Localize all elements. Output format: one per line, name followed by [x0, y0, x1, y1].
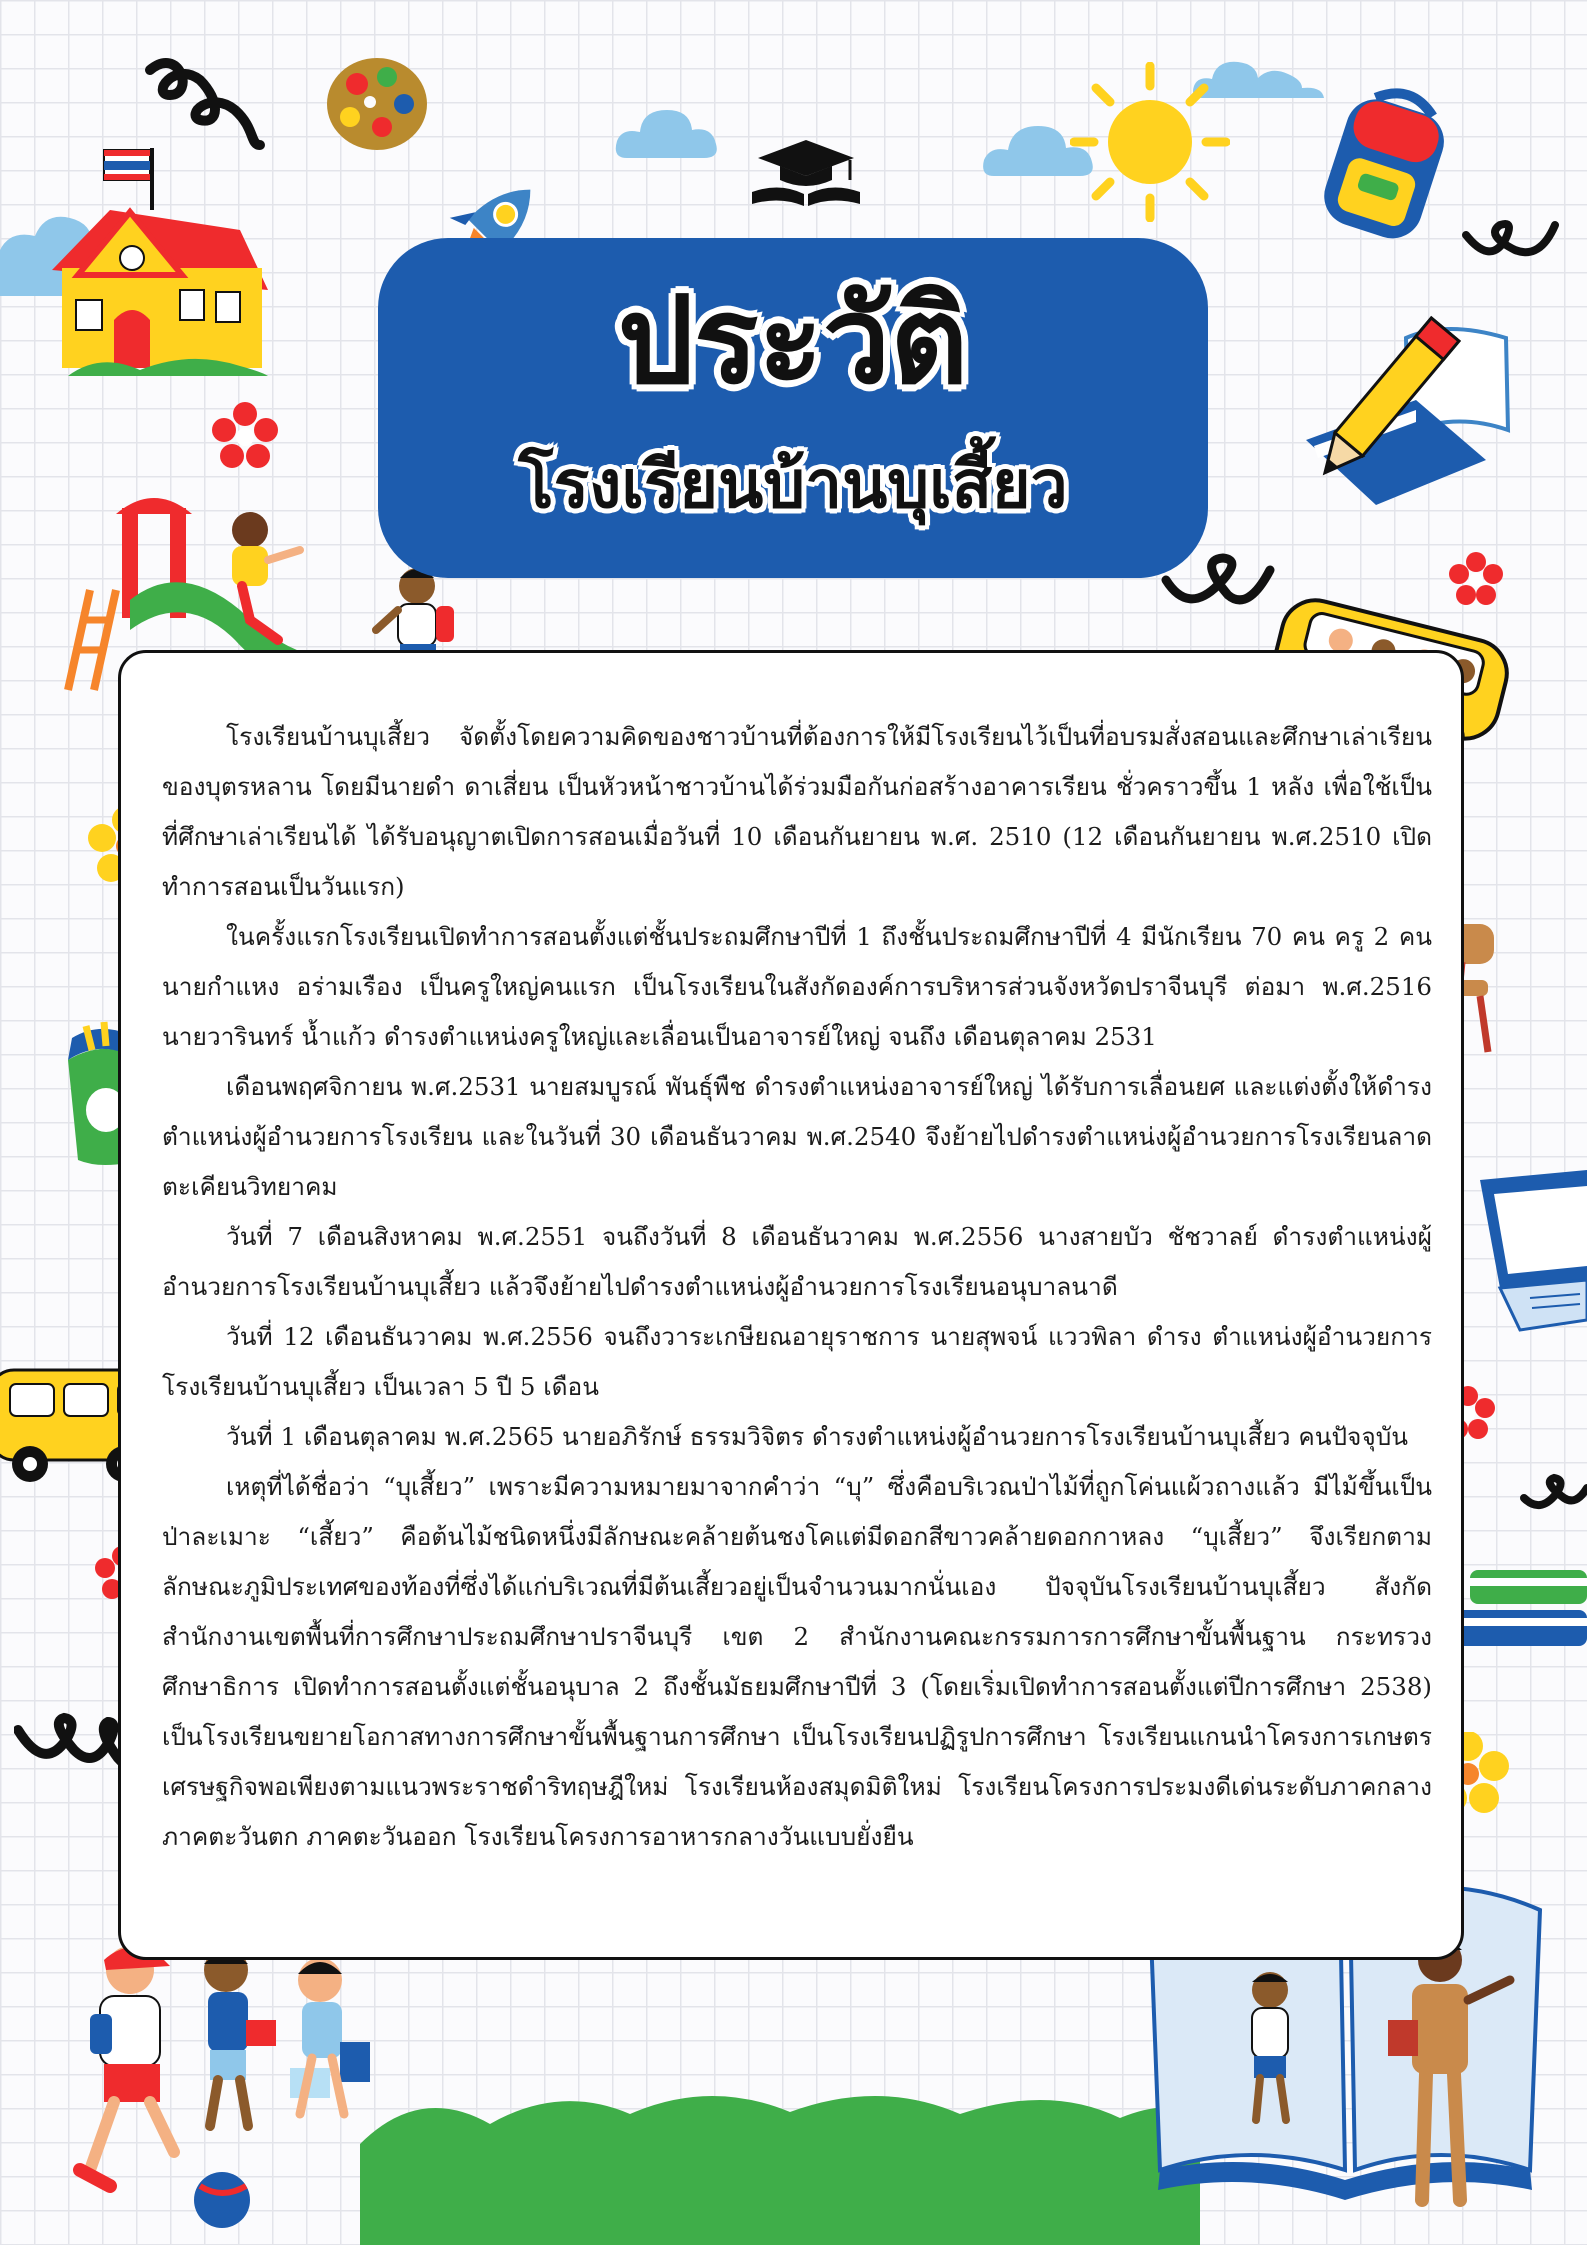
squiggle-icon: [140, 50, 270, 150]
backpack-icon: [1310, 84, 1460, 249]
flower-icon: [210, 402, 280, 472]
page-title: ประวัติ: [617, 272, 969, 411]
squiggle-icon: [1460, 205, 1560, 275]
flower-icon: [1448, 552, 1504, 608]
paragraph: ในครั้งแรกโรงเรียนเปิดทำการสอนตั้งแต่ชั้นประถมศึกษาปีที่ 1 ถึงชั้นประถมศึกษาปีที่ 4 มีนักเรียน 70 คน ครู 2 คน นายกำแหง อร่ามเรือง เป็นครูใหญ่คนแรก เป็นโรงเรียนในสังกัดองค์การบริหารส่วนจังหวัดปราจีนบุรี ต่อมา พ.ศ.2516 นายวารินทร์ น้ำแก้ว ดำรงตำแหน่งครูใหญ่และเลื่อนเป็นอาจารย์ใหญ่ จนถึง เดือนตุลาคม 2531: [162, 922, 1432, 1051]
school-building-icon: [40, 140, 280, 380]
laptop-icon: [1460, 1170, 1587, 1340]
grass-hill-icon: [360, 2084, 1200, 2245]
paragraph: วันที่ 7 เดือนสิงหาคม พ.ศ.2551 จนถึงวันที่ 8 เดือนธันวาคม พ.ศ.2556 นางสายบัว ชัชวาลย์ ดำรงตำแหน่งผู้อำนวยการโรงเรียนบ้านบุเสี้ยว แล้วจึงย้ายไปดำรงตำแหน่งผู้อำนวยการโรงเรียนอนุบาลนาดี: [162, 1222, 1432, 1301]
sun-icon: [1070, 62, 1230, 222]
paint-palette-icon: [322, 52, 432, 157]
page-subtitle: โรงเรียนบ้านบุเสี้ยว: [518, 446, 1068, 523]
graduation-cap-book-icon: [746, 136, 866, 210]
cloud-icon: [612, 96, 722, 166]
ball-icon: [194, 2172, 250, 2228]
paragraph: วันที่ 1 เดือนตุลาคม พ.ศ.2565 นายอภิรักษ์ ธรรมวิจิตร ดำรงตำแหน่งผู้อำนวยการโรงเรียนบ้านบุเสี้ยว คนปัจจุบัน: [226, 1422, 1409, 1451]
paragraph: เหตุที่ได้ชื่อว่า “บุเสี้ยว” เพราะมีความหมายมาจากคำว่า “บุ” ซึ่งคือบริเวณป่าไม้ที่ถูกโค่นแผ้วถางแล้ว มีไม้ขึ้นเป็นป่าละเมาะ “เสี้ยว” คือต้นไม้ชนิดหนึ่งมีลักษณะคล้ายต้นชงโคแต่มีดอกสีขาวคล้ายดอกกาหลง “บุเสี้ยว” จึงเรียกตามลักษณะภูมิประเทศของท้องที่ซึ่งได้แก่บริเวณที่มีต้นเสี้ยวอยู่เป็นจำนวนมากนั่นเอง ปัจจุบันโรงเรียนบ้านบุเสี้ยว สังกัดสำนักงานเขตพื้นที่การศึกษาประถมศึกษาปราจีนบุรี เขต 2 สำนักงานคณะกรรมการการศึกษาขั้นพื้นฐาน กระทรวงศึกษาธิการ เปิดทำการสอนตั้งแต่ชั้นอนุบาล 2 ถึงชั้นมัธยมศึกษาปีที่ 3 (โดยเริ่มเปิดทำการสอนตั้งแต่ปีการศึกษา 2538) เป็นโรงเรียนขยายโอกาสทางการศึกษาขั้นพื้นฐานการศึกษา เป็นโรงเรียนปฏิรูปการศึกษา โรงเรียนแกนนำโครงการเกษตรเศรษฐกิจพอเพียงตามแนวพระราชดำริทฤษฎีใหม่ โรงเรียนห้องสมุดมิติใหม่ โรงเรียนโครงการประมงดีเด่นระดับภาคกลาง ภาคตะวันตก ภาคตะวันออก โรงเรียนโครงการอาหารกลางวันแบบยั่งยืน: [162, 1472, 1432, 1851]
history-text: [162, 712, 1432, 1862]
stacked-books-icon: [1456, 1560, 1587, 1680]
pencil-book-icon: [1296, 300, 1526, 510]
paragraph: โรงเรียนบ้านบุเสี้ยว จัดตั้งโดยความคิดของชาวบ้านที่ต้องการให้มีโรงเรียนไว้เป็นที่อบรมสั่งสอนและศึกษาเล่าเรียนของบุตรหลาน โดยมีนายดำ ดาเสี่ยน เป็นหัวหน้าชาวบ้านได้ร่วมมือกันก่อสร้างอาคารเรียน ชั่วคราวขึ้น 1 หลัง เพื่อใช้เป็นที่ศึกษาเล่าเรียนได้ ได้รับอนุญาตเปิดการสอนเมื่อวันที่ 10 เดือนกันยายน พ.ศ. 2510 (12 เดือนกันยายน พ.ศ.2510 เปิดทำการสอนเป็นวันแรก): [162, 722, 1432, 901]
paragraph: วันที่ 12 เดือนธันวาคม พ.ศ.2556 จนถึงวาระเกษียณอายุราชการ นายสุพจน์ แววพิลา ดำรง ตำแหน่งผู้อำนวยการโรงเรียนบ้านบุเสี้ยว เป็นเวลา 5 ปี 5 เดือน: [162, 1322, 1432, 1401]
kids-playing-icon: [50, 1930, 470, 2245]
squiggle-icon: [1520, 1458, 1587, 1518]
paragraph: เดือนพฤศจิกายน พ.ศ.2531 นายสมบูรณ์ พันธุ์พืช ดำรงตำแหน่งอาจารย์ใหญ่ ได้รับการเลื่อนยศ และแต่งตั้งให้ดำรงตำแหน่งผู้อำนวยการโรงเรียน และในวันที่ 30 เดือนธันวาคม พ.ศ.2540 จึงย้ายไปดำรงตำแหน่งผู้อำนวยการโรงเรียนลาดตะเคียนวิทยาคม: [162, 1072, 1432, 1201]
